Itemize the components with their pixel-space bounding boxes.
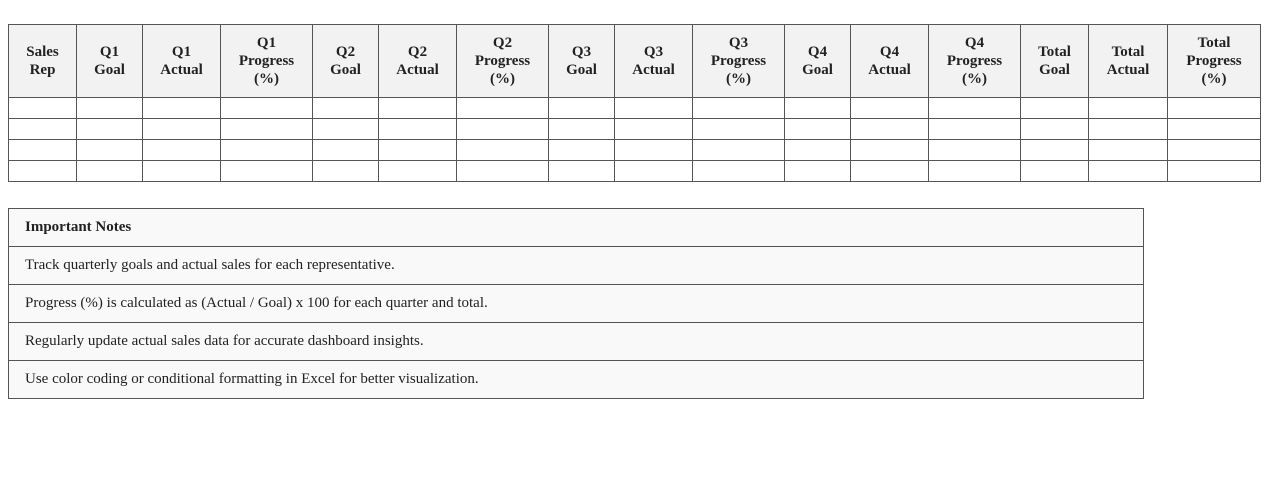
table-cell[interactable] <box>549 161 615 182</box>
column-header <box>457 25 549 98</box>
table-cell[interactable] <box>221 161 313 182</box>
table-cell[interactable] <box>693 98 785 119</box>
table-cell[interactable] <box>379 119 457 140</box>
table-cell[interactable] <box>1089 98 1168 119</box>
table-cell[interactable] <box>929 119 1021 140</box>
table-cell[interactable] <box>9 119 77 140</box>
table-cell[interactable] <box>851 98 929 119</box>
table-cell[interactable] <box>457 161 549 182</box>
note-item: Track quarterly goals and actual sales for each representative. <box>9 247 1144 285</box>
column-header <box>221 25 313 98</box>
column-header-line: Actual <box>396 62 439 78</box>
column-header <box>143 25 221 98</box>
column-header <box>549 25 615 98</box>
table-cell[interactable] <box>549 140 615 161</box>
table-cell[interactable] <box>221 119 313 140</box>
column-header-line: Q4 <box>964 35 985 51</box>
column-header-line: Q2 <box>407 44 428 60</box>
column-header-line: Q4 <box>807 44 828 60</box>
column-header-line: (%) <box>726 71 751 87</box>
column-header-line: Q1 <box>256 35 277 51</box>
table-cell[interactable] <box>1021 140 1089 161</box>
column-header <box>77 25 143 98</box>
table-cell[interactable] <box>9 140 77 161</box>
table-cell[interactable] <box>785 98 851 119</box>
table-body <box>9 98 1261 182</box>
column-header-line: Actual <box>1106 62 1150 78</box>
table-cell[interactable] <box>9 161 77 182</box>
table-cell[interactable] <box>379 161 457 182</box>
column-header-line: (%) <box>490 71 515 87</box>
table-cell[interactable] <box>929 161 1021 182</box>
column-header-line: Goal <box>802 62 833 78</box>
column-header <box>1168 25 1261 98</box>
table-row <box>9 98 1261 119</box>
sales-tracker-table <box>8 24 1261 182</box>
column-header-line: Total <box>1111 44 1145 60</box>
important-notes-box <box>8 208 1144 399</box>
table-cell[interactable] <box>1021 161 1089 182</box>
column-header-line: Progress <box>946 53 1003 69</box>
note-item: Progress (%) is calculated as (Actual / Goal) x 100 for each quarter and total. <box>9 285 1144 323</box>
table-cell[interactable] <box>221 140 313 161</box>
table-cell[interactable] <box>785 161 851 182</box>
column-header-line: Q3 <box>571 44 592 60</box>
column-header-line: Progress <box>1186 53 1242 69</box>
column-header-line: Goal <box>566 62 597 78</box>
column-header-line: Goal <box>94 62 125 78</box>
column-header <box>785 25 851 98</box>
table-cell[interactable] <box>851 140 929 161</box>
column-header <box>929 25 1021 98</box>
table-row <box>9 161 1261 182</box>
table-cell[interactable] <box>615 140 693 161</box>
column-header-line: Actual <box>868 62 911 78</box>
table-cell[interactable] <box>457 140 549 161</box>
column-header-line: Total <box>1197 35 1231 51</box>
table-cell[interactable] <box>1168 140 1261 161</box>
column-header <box>1089 25 1168 98</box>
table-cell[interactable] <box>143 119 221 140</box>
column-header <box>1021 25 1089 98</box>
table-cell[interactable] <box>143 140 221 161</box>
table-cell[interactable] <box>313 161 379 182</box>
table-row <box>9 140 1261 161</box>
table-cell[interactable] <box>379 140 457 161</box>
table-cell[interactable] <box>549 98 615 119</box>
column-header-line: (%) <box>254 71 279 87</box>
table-cell[interactable] <box>615 98 693 119</box>
column-header-line: Q4 <box>879 44 900 60</box>
table-cell[interactable] <box>1168 98 1261 119</box>
note-item: Regularly update actual sales data for accurate dashboard insights. <box>9 323 1144 361</box>
column-header-line: Progress <box>474 53 531 69</box>
column-header-line: (%) <box>1201 71 1227 87</box>
table-cell[interactable] <box>1089 140 1168 161</box>
column-header-line: Total <box>1038 44 1071 60</box>
table-cell[interactable] <box>221 98 313 119</box>
table-row <box>9 119 1261 140</box>
table-cell[interactable] <box>785 140 851 161</box>
column-header-line: Q2 <box>335 44 356 60</box>
table-cell[interactable] <box>77 161 143 182</box>
column-header <box>693 25 785 98</box>
table-cell[interactable] <box>1021 98 1089 119</box>
table-cell[interactable] <box>693 161 785 182</box>
table-cell[interactable] <box>77 98 143 119</box>
table-cell[interactable] <box>379 98 457 119</box>
table-cell[interactable] <box>9 98 77 119</box>
column-header <box>851 25 929 98</box>
column-header-line: Actual <box>160 62 203 78</box>
table-cell[interactable] <box>693 119 785 140</box>
column-header-line: Q2 <box>492 35 513 51</box>
table-cell[interactable] <box>1168 119 1261 140</box>
column-header-line: Q3 <box>643 44 664 60</box>
table-cell[interactable] <box>77 119 143 140</box>
column-header <box>379 25 457 98</box>
column-header-line: Q3 <box>728 35 749 51</box>
notes-title: Important Notes <box>9 209 1144 247</box>
column-header-line: Rep <box>29 62 56 78</box>
table-cell[interactable] <box>77 140 143 161</box>
table-cell[interactable] <box>851 119 929 140</box>
table-cell[interactable] <box>929 98 1021 119</box>
table-cell[interactable] <box>1089 161 1168 182</box>
table-cell[interactable] <box>929 140 1021 161</box>
table-cell[interactable] <box>785 119 851 140</box>
table-cell[interactable] <box>457 119 549 140</box>
table-cell[interactable] <box>313 119 379 140</box>
table-cell[interactable] <box>143 161 221 182</box>
column-header-line: Actual <box>632 62 675 78</box>
table-cell[interactable] <box>313 140 379 161</box>
table-cell[interactable] <box>1168 161 1261 182</box>
table-header-row <box>9 25 1261 98</box>
column-header-line: Progress <box>710 53 767 69</box>
table-cell[interactable] <box>457 98 549 119</box>
table-cell[interactable] <box>549 119 615 140</box>
table-cell[interactable] <box>313 98 379 119</box>
column-header <box>9 25 77 98</box>
column-header-line: Goal <box>1039 62 1070 78</box>
column-header-line: Q1 <box>171 44 192 60</box>
table-cell[interactable] <box>1021 119 1089 140</box>
column-header-line: Q1 <box>99 44 120 60</box>
table-cell[interactable] <box>615 161 693 182</box>
table-cell[interactable] <box>615 119 693 140</box>
table-cell[interactable] <box>1089 119 1168 140</box>
column-header-line: Progress <box>238 53 295 69</box>
table-cell[interactable] <box>143 98 221 119</box>
column-header-line: (%) <box>962 71 987 87</box>
table-cell[interactable] <box>851 161 929 182</box>
column-header <box>615 25 693 98</box>
column-header-line: Sales <box>26 44 59 60</box>
table-cell[interactable] <box>693 140 785 161</box>
note-item: Use color coding or conditional formatting in Excel for better visualization. <box>9 361 1144 399</box>
column-header-line: Goal <box>330 62 361 78</box>
column-header <box>313 25 379 98</box>
